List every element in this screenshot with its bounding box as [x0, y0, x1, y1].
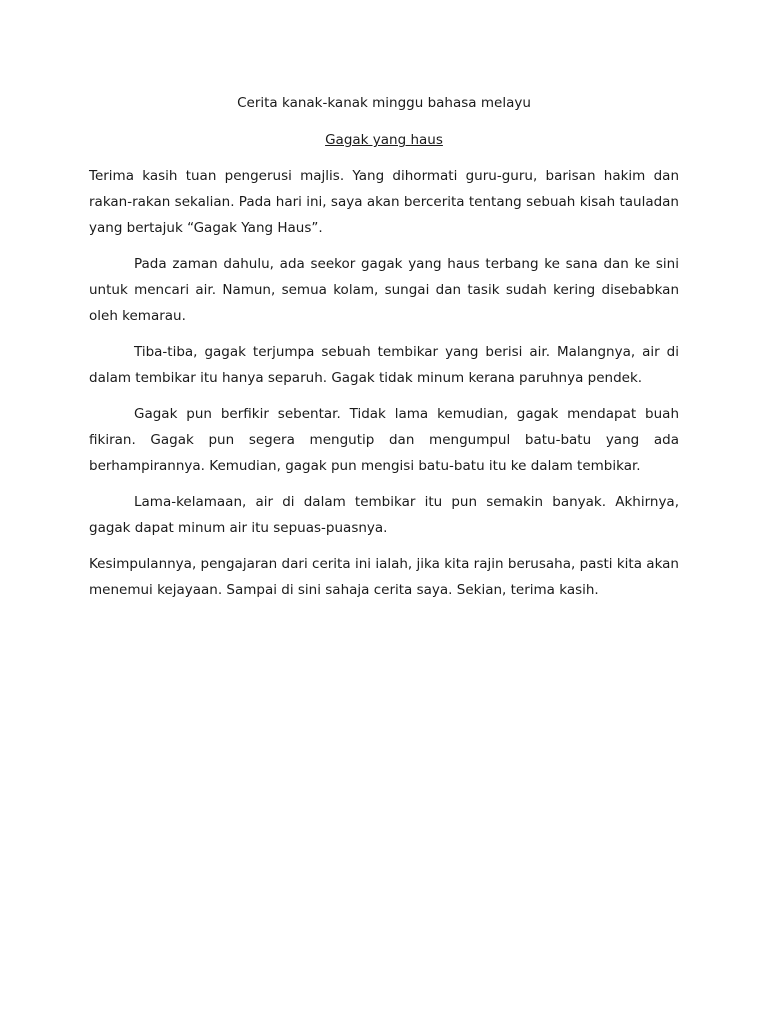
- document-page: [89, 92, 679, 613]
- paragraph-story-3: Gagak pun berfikir sebentar. Tidak lama kemudian, gagak mendapat buah fikiran. Gagak pun segera mengutip dan mengumpul batu-batu yang ada berhampirannya. Kemudian, gagak pun mengisi batu-batu itu ke dalam tembikar.: [89, 406, 679, 474]
- document-heading: Cerita kanak-kanak minggu bahasa melayu: [237, 95, 531, 111]
- paragraph-story-1: Pada zaman dahulu, ada seekor gagak yang haus terbang ke sana dan ke sini untuk mencari air. Namun, semua kolam, sungai dan tasik sudah kering disebabkan oleh kemarau.: [89, 256, 679, 324]
- story-title: Gagak yang haus: [325, 132, 443, 148]
- paragraph-story-4: Lama-kelamaan, air di dalam tembikar itu pun semakin banyak. Akhirnya, gagak dapat minum air itu sepuas-puasnya.: [89, 494, 679, 536]
- paragraph-conclusion: Kesimpulannya, pengajaran dari cerita ini ialah, jika kita rajin berusaha, pasti kita akan menemui kejayaan. Sampai di sini sahaja cerita saya. Sekian, terima kasih.: [89, 556, 679, 598]
- paragraph-greeting: Terima kasih tuan pengerusi majlis. Yang dihormati guru-guru, barisan hakim dan rakan-rakan sekalian. Pada hari ini, saya akan bercerita tentang sebuah kisah tauladan yang bertajuk “Gagak Yang Haus”.: [89, 168, 679, 236]
- paragraph-story-2: Tiba-tiba, gagak terjumpa sebuah tembikar yang berisi air. Malangnya, air di dalam tembikar itu hanya separuh. Gagak tidak minum kerana paruhnya pendek.: [89, 344, 679, 386]
